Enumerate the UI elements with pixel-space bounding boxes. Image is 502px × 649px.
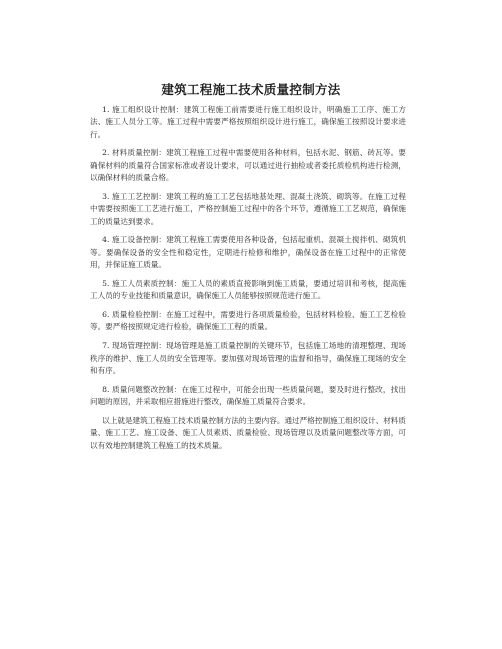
paragraph-equipment: 4. 施工设备控制：建筑工程施工需要使用各种设备，包括起重机、混凝土搅拌机、砌筑机等。要确保设备的安全性和稳定性，定期进行检修和维护，确保设备在施工过程中的正常使用，并保证施工质量。 <box>90 235 406 270</box>
paragraph-site-management: 7. 现场管理控制：现场管理是施工质量控制的关键环节，包括施工场地的清理整理、现场秩序的维护、施工人员的安全管理等。要加强对现场管理的监督和指导，确保施工现场的安全和有序。 <box>90 341 406 375</box>
paragraph-quality-inspection: 6. 质量检验控制：在施工过程中，需要进行各项质量检验，包括材料检验、施工工艺检验等。要严格按照规定进行检验，确保施工工程的质量。 <box>90 310 406 332</box>
paragraph-personnel-quality: 5. 施工人员素质控制：施工人员的素质直接影响到施工质量，要通过培训和考核，提高施工人员的专业技能和质量意识，确保施工人员能够按照规范进行施工。 <box>90 278 406 301</box>
paragraph-rectification: 8. 质量问题整改控制：在施工过程中，可能会出现一些质量问题，要及时进行整改，找出问题的原因，并采取相应措施进行整改，确保施工质量符合要求。 <box>90 384 406 407</box>
document-title: 建筑工程施工技术质量控制方法 <box>161 82 341 97</box>
paragraph-material-quality: 2. 材料质量控制：建筑工程施工过程中需要使用各种材料，包括水泥、钢筋、砖瓦等。要确保材料的质量符合国家标准或者设计要求，可以通过进行抽检或者委托质检机构进行检测，以确保材料的质量合格。 <box>90 148 406 183</box>
paragraph-summary: 以上就是建筑工程施工技术质量控制方法的主要内容。通过严格控制施工组织设计、材料质量、施工工艺、施工设备、施工人员素质、质量检验、现场管理以及质量问题整改等方面，可以有效地控制建筑工程施工的技术质量。 <box>90 415 406 450</box>
paragraph-organization-design: 1. 施工组织设计控制：建筑工程施工前需要进行施工组织设计，明确施工工序、施工方法、施工人员分工等。施工过程中需要严格按照组织设计进行施工，确保施工按照设计要求进行。 <box>90 105 406 139</box>
document-body <box>90 104 406 458</box>
paragraph-construction-process: 3. 施工工艺控制：建筑工程的施工工艺包括地基处理、混凝土浇筑、砌筑等。在施工过程中需要按照施工工艺进行施工，严格控制施工过程中的各个环节，遵循施工工艺规范，确保施工的质量达到要求。 <box>90 191 406 226</box>
